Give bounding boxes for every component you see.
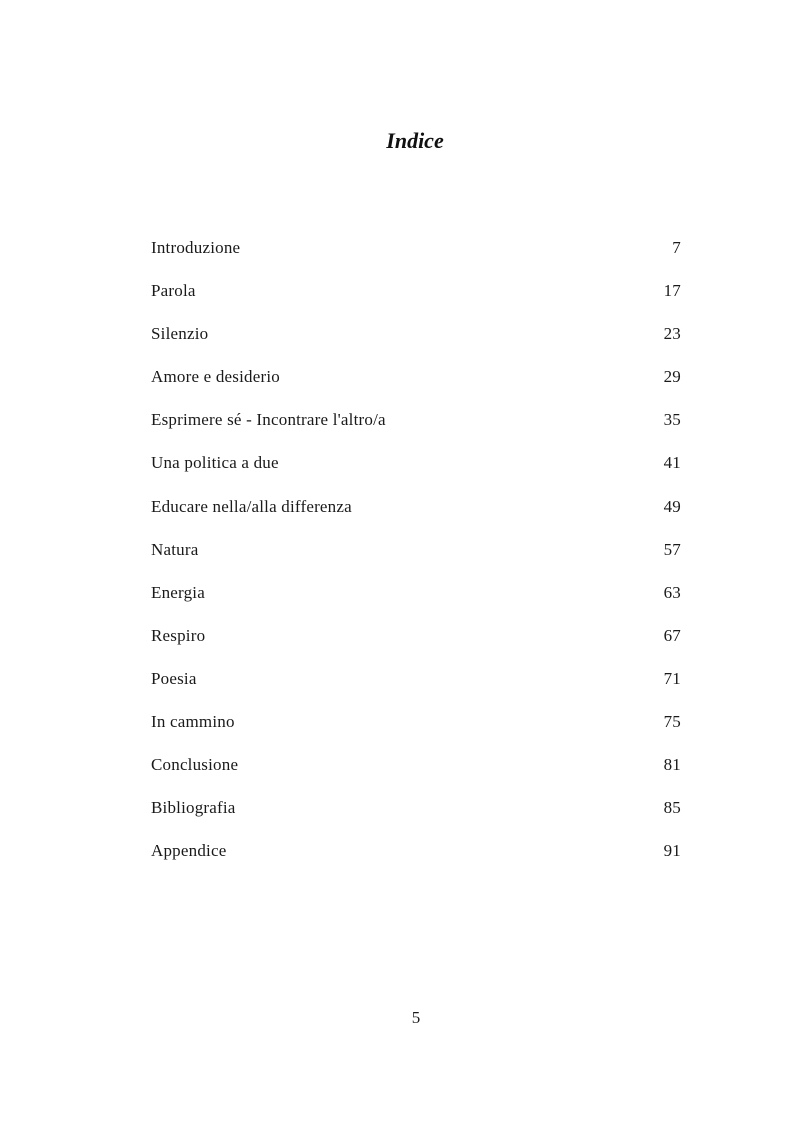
toc-entry-page: 85 xyxy=(663,798,681,818)
toc-entry-page: 91 xyxy=(663,841,681,861)
table-of-contents xyxy=(151,238,681,884)
toc-entry-page: 49 xyxy=(663,496,681,516)
toc-entry-page: 23 xyxy=(663,324,681,344)
toc-entry-label: Silenzio xyxy=(151,324,209,344)
toc-entry-label: In cammino xyxy=(151,712,235,732)
page-title: Indice xyxy=(386,128,444,153)
toc-entry-label: Respiro xyxy=(151,625,206,645)
toc-entry-page: 41 xyxy=(663,453,681,473)
toc-entry-label: Una politica a due xyxy=(151,453,279,473)
toc-entry-una-politica-a-due xyxy=(151,453,681,496)
toc-entry-label: Parola xyxy=(151,281,196,301)
toc-entry-page: 29 xyxy=(663,367,681,387)
toc-entry-label: Appendice xyxy=(151,841,227,861)
toc-entry-label: Energia xyxy=(151,582,205,602)
toc-entry-label: Introduzione xyxy=(151,238,241,257)
toc-entry-energia xyxy=(151,583,681,626)
toc-entry-conclusione xyxy=(151,755,681,798)
toc-entry-amore-e-desiderio xyxy=(151,367,681,410)
toc-entry-bibliografia xyxy=(151,798,681,841)
toc-entry-label: Educare nella/alla differenza xyxy=(151,496,352,516)
toc-entry-label: Conclusione xyxy=(151,755,239,775)
toc-entry-page: 17 xyxy=(663,281,681,301)
toc-entry-natura xyxy=(151,540,681,583)
toc-entry-label: Natura xyxy=(151,539,199,559)
toc-entry-in-cammino xyxy=(151,712,681,755)
toc-entry-page: 75 xyxy=(663,712,681,732)
toc-entry-page: 35 xyxy=(663,410,681,430)
toc-entry-page: 67 xyxy=(663,625,681,645)
toc-entry-page: 71 xyxy=(663,668,681,688)
toc-entry-label: Esprimere sé - Incontrare l'altro/a xyxy=(151,410,386,430)
toc-entry-poesia xyxy=(151,669,681,712)
toc-entry-silenzio xyxy=(151,324,681,367)
toc-entry-introduzione xyxy=(151,238,681,281)
toc-entry-parola xyxy=(151,281,681,324)
toc-entry-page: 81 xyxy=(663,755,681,775)
toc-entry-label: Bibliografia xyxy=(151,798,236,818)
toc-entry-page: 7 xyxy=(672,238,681,257)
toc-entry-label: Poesia xyxy=(151,668,197,688)
toc-entry-label: Amore e desiderio xyxy=(151,367,280,387)
toc-entry-respiro xyxy=(151,626,681,669)
toc-entry-educare xyxy=(151,497,681,540)
toc-entry-esprimere-se xyxy=(151,410,681,453)
toc-entry-page: 57 xyxy=(663,539,681,559)
toc-entry-page: 63 xyxy=(663,582,681,602)
toc-entry-appendice xyxy=(151,841,681,884)
page-number: 5 xyxy=(411,1008,421,1027)
